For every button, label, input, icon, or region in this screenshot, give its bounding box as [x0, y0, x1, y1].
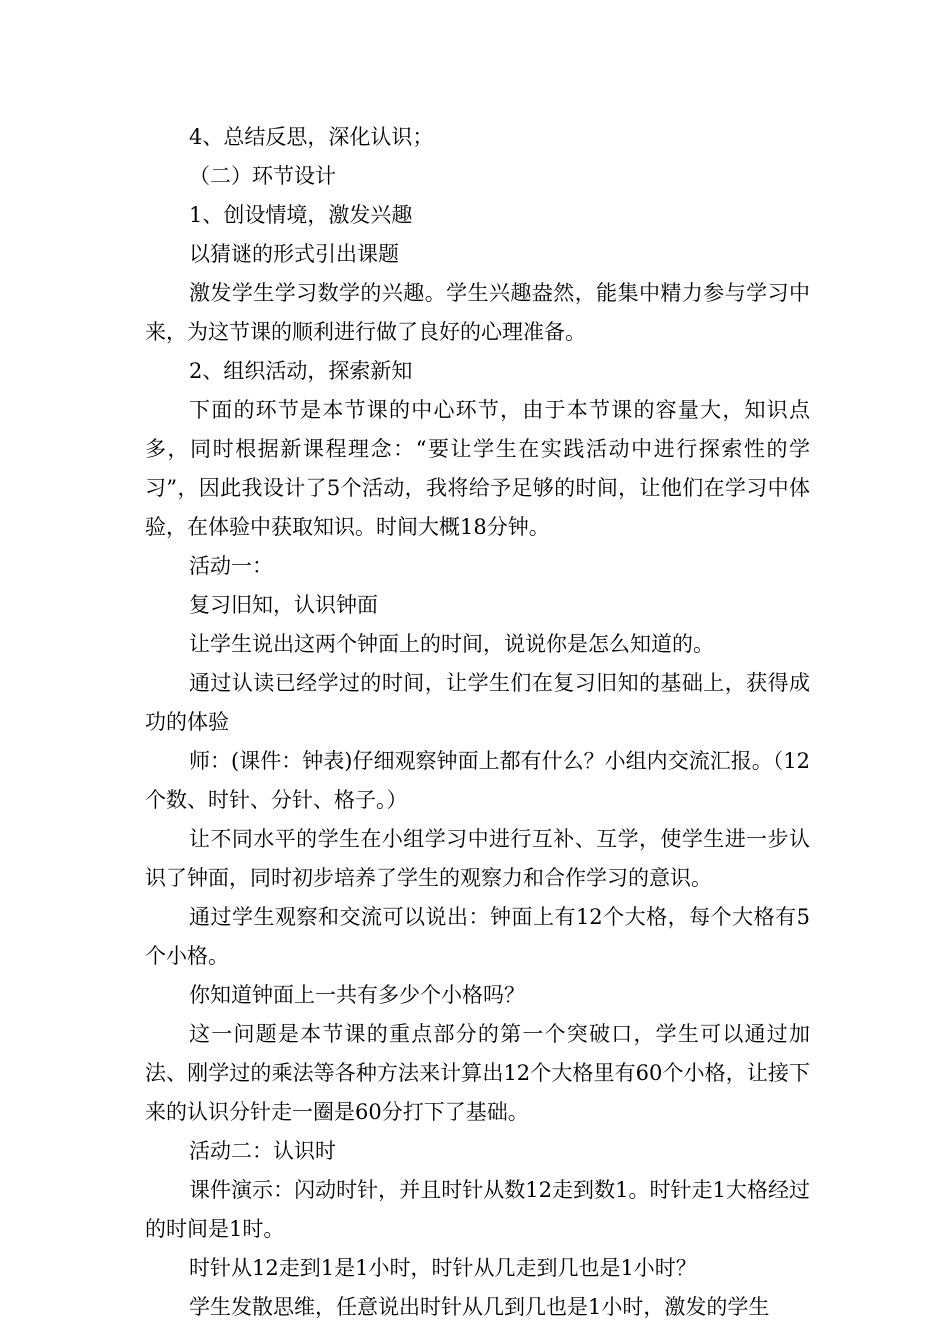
paragraph-activity-1-heading: 活动一： — [189, 554, 273, 578]
paragraph: 这一问题是本节课的重点部分的第一个突破口，学生可以通过加法、刚学过的乘法等各种方法来计算出12个大格里有60个小格，让接下来的认识分针走一圈是60分打下了基础。 — [145, 1022, 810, 1124]
paragraph: 复习旧知，认识钟面 — [189, 593, 378, 617]
paragraph: 通过认读已经学过的时间，让学生们在复习旧知的基础上，获得成功的体验 — [145, 671, 810, 734]
paragraph: 课件演示：闪动时针，并且时针从数12走到数1。时针走1大格经过的时间是1时。 — [145, 1178, 810, 1241]
paragraph: 以猜谜的形式引出课题 — [189, 242, 399, 266]
document-body — [145, 118, 810, 1327]
paragraph-activity-2-heading: 活动二：认识时 — [189, 1139, 336, 1163]
paragraph-step-1-heading: 1、创设情境，激发兴趣 — [189, 203, 413, 227]
paragraph-summary-step: 4、总结反思，深化认识； — [189, 125, 434, 149]
paragraph-step-2-heading: 2、组织活动，探索新知 — [189, 359, 413, 383]
paragraph: 下面的环节是本节课的中心环节，由于本节课的容量大，知识点多，同时根据新课程理念：“要让学生在实践活动中进行探索性的学习”，因此我设计了5个活动，我将给予足够的时间，让他们在学习中体验，在体验中获取知识。时间大概18分钟。 — [145, 398, 810, 539]
paragraph: 时针从12走到1是1小时，时针从几走到几也是1小时？ — [189, 1256, 697, 1280]
paragraph: 通过学生观察和交流可以说出：钟面上有12个大格，每个大格有5个小格。 — [145, 905, 810, 968]
paragraph: 你知道钟面上一共有多少个小格吗？ — [189, 983, 525, 1007]
paragraph-section-heading: （二）环节设计 — [189, 164, 336, 188]
paragraph: 激发学生学习数学的兴趣。学生兴趣盎然，能集中精力参与学习中来，为这节课的顺利进行做了良好的心理准备。 — [145, 281, 810, 344]
paragraph: 师：(课件：钟表)仔细观察钟面上都有什么？小组内交流汇报。（12个数、时针、分针、格子。） — [145, 749, 810, 812]
paragraph: 让学生说出这两个钟面上的时间，说说你是怎么知道的。 — [189, 632, 714, 656]
paragraph: 学生发散思维，任意说出时针从几到几也是1小时，激发的学生 — [189, 1295, 770, 1319]
paragraph: 让不同水平的学生在小组学习中进行互补、互学，使学生进一步认识了钟面，同时初步培养了学生的观察力和合作学习的意识。 — [145, 827, 810, 890]
